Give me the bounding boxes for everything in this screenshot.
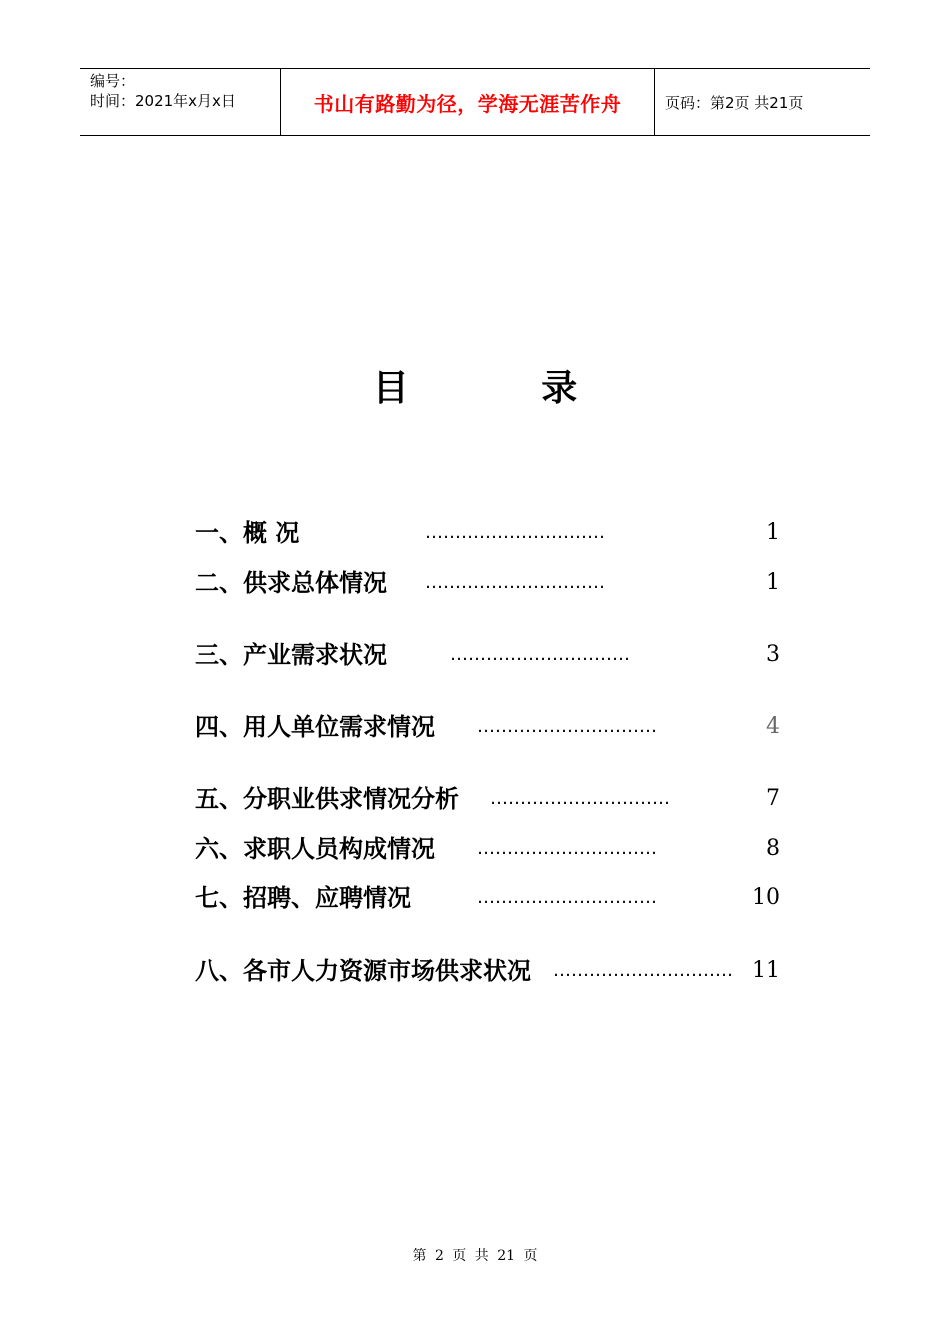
toc-entry[interactable] xyxy=(195,951,785,991)
header-page-code: 页码：第2页 共21页 xyxy=(665,93,804,112)
toc-entry[interactable] xyxy=(195,779,785,819)
toc-entry-label: 一、概 况 xyxy=(195,519,300,547)
toc-entry-dots: ………………………… xyxy=(490,788,670,809)
page-footer: 第 2 页 共 21 页 xyxy=(412,1248,538,1264)
toc-entry[interactable] xyxy=(195,878,785,918)
toc-entry-page: 10 xyxy=(752,885,780,910)
toc-entry-label: 二、供求总体情况 xyxy=(195,569,387,597)
document-header xyxy=(80,68,870,136)
toc-entry-dots: ………………………… xyxy=(450,644,630,665)
toc-entry-dots: ………………………… xyxy=(425,572,605,593)
toc-entry[interactable] xyxy=(195,707,785,747)
toc-entry-label: 七、招聘、应聘情况 xyxy=(195,884,411,912)
toc-entry[interactable] xyxy=(195,635,785,675)
toc-entry-dots: ………………………… xyxy=(477,887,657,908)
toc-entry-page: 7 xyxy=(766,786,780,811)
toc-title: 目 录 xyxy=(372,367,638,409)
toc-entry-label: 六、求职人员构成情况 xyxy=(195,835,435,863)
toc-entry-page: 11 xyxy=(752,958,780,983)
toc-entry[interactable] xyxy=(195,563,785,603)
document-number-label: 编号： xyxy=(90,72,136,90)
toc-entry-dots: ………………………… xyxy=(425,522,605,543)
header-meta-cell xyxy=(80,69,281,135)
toc-entry[interactable] xyxy=(195,513,785,553)
header-motto: 书山有路勤为径，学海无涯苦作舟 xyxy=(281,69,655,135)
toc-entry-page: 1 xyxy=(766,570,780,595)
toc-entry-dots: ………………………… xyxy=(477,716,657,737)
toc-entry-page: 1 xyxy=(766,520,780,545)
toc-entry-label: 四、用人单位需求情况 xyxy=(195,713,435,741)
toc-entry-page: 3 xyxy=(766,642,780,667)
toc-entry[interactable] xyxy=(195,829,785,869)
toc-entry-page: 8 xyxy=(766,836,780,861)
toc-entry-dots: ………………………… xyxy=(553,960,733,981)
toc-entry-page: 4 xyxy=(766,714,780,739)
document-time-label: 时间：2021年x月x日 xyxy=(90,92,236,110)
toc-entry-label: 八、各市人力资源市场供求状况 xyxy=(195,957,531,985)
toc-entry-label: 五、分职业供求情况分析 xyxy=(195,785,459,813)
toc-entry-label: 三、产业需求状况 xyxy=(195,641,387,669)
toc-entry-dots: ………………………… xyxy=(477,838,657,859)
